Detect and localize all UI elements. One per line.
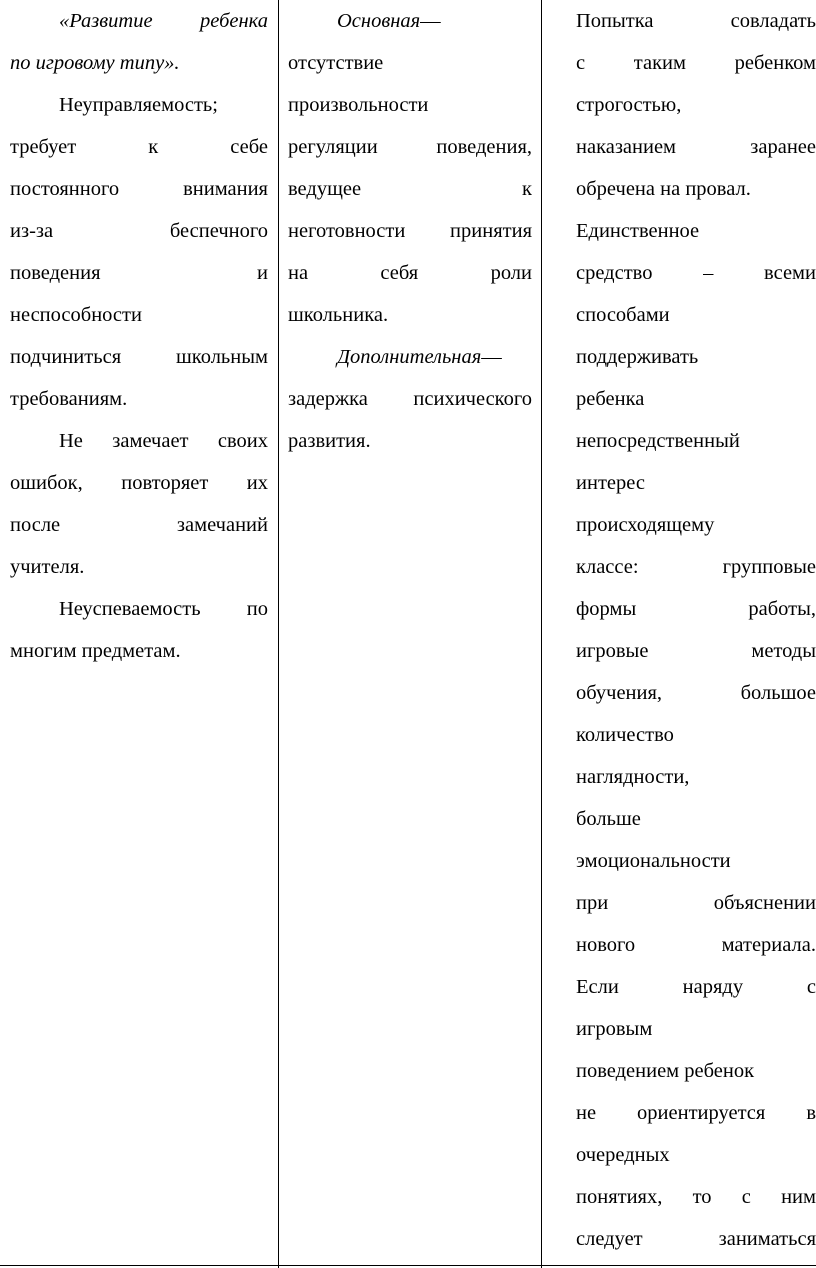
cell-text-line: на себя роли — [288, 262, 532, 284]
cell-text-line: Неуспеваемость по — [59, 598, 268, 620]
cell-text-line: понятиях, то с ним — [576, 1186, 816, 1208]
cell-text-line: отсутствие — [288, 52, 384, 74]
cell-text-line: не ориентируется в — [576, 1102, 816, 1124]
cell-text-line: постоянного внимания — [10, 178, 268, 200]
cell-text-line: Если наряду с — [576, 976, 816, 998]
cell-text-line: поддерживать — [576, 346, 699, 368]
cell-text-line: следует заниматься — [576, 1228, 816, 1250]
cell-text-line: Не замечает своих — [59, 430, 268, 452]
cell-text-line: очередных — [576, 1144, 670, 1166]
cell-text-line: поведением ребенок — [576, 1060, 755, 1082]
cell-text-line: эмоциональности — [576, 850, 731, 872]
cell-text-line: из-за беспечного — [10, 220, 268, 242]
cell-text-line: интерес — [576, 472, 645, 494]
table-cell-causes — [288, 0, 532, 462]
cell-text-line: формы работы, — [576, 598, 816, 620]
cell-text-line: требует к себе — [10, 136, 268, 158]
table-cell-characteristics — [10, 0, 268, 672]
cell-text-line: неготовности принятия — [288, 220, 532, 242]
cell-text-line: задержка психического — [288, 388, 532, 410]
bullet-item-2 — [576, 210, 816, 1260]
cell-text-line: ошибок, повторяет их — [10, 472, 268, 494]
cell-text-line: строгостью, — [576, 94, 682, 116]
cell-text-line: Попытка совладать — [576, 10, 816, 32]
bullet-item-1 — [576, 0, 816, 210]
cell-text-line: классе: групповые — [576, 556, 816, 578]
cell-text-line: учителя. — [10, 556, 85, 578]
cell-text-line: при объяснении — [576, 892, 816, 914]
cell-text-line: после замечаний — [10, 514, 268, 536]
cell-text-line: Неуправляемость; — [59, 94, 218, 116]
cell-text-line: требованиям. — [10, 388, 128, 410]
cell-text-line: по игровому типу». — [10, 52, 180, 74]
cell-text-line: многим предметам. — [10, 640, 181, 662]
table-border-left-col-divider — [278, 0, 279, 1268]
cell-text-line: ребенка — [576, 388, 645, 410]
cell-text-line: наказанием заранее — [576, 136, 816, 158]
cell-text-line: обречена на провал. — [576, 178, 751, 200]
cell-text-line: способами — [576, 304, 670, 326]
table-border-bottom — [0, 1265, 816, 1266]
cell-text-line: наглядности, — [576, 766, 690, 788]
cell-text-line: «Развитие ребенка — [59, 10, 268, 32]
cell-text-line: игровым — [576, 1018, 653, 1040]
cell-text-line: количество — [576, 724, 674, 746]
cell-text-line: игровые методы — [576, 640, 816, 662]
additional-cause-label: Дополнительная — [337, 346, 482, 368]
cell-text-line: развития. — [288, 430, 371, 452]
cell-text-line: школьника. — [288, 304, 389, 326]
cell-text-line: непосредственный — [576, 430, 740, 452]
cell-text-line: нового материала. — [576, 934, 816, 956]
cell-text-line: неспособности — [10, 304, 142, 326]
cell-text-line: больше — [576, 808, 641, 830]
cell-text-line: подчиниться школьным — [10, 346, 268, 368]
cell-text-line: средство – всеми — [576, 262, 816, 284]
cell-text-line: Единственное — [576, 220, 700, 242]
table-border-right-col-divider — [541, 0, 542, 1268]
cell-text-line: с таким ребенком — [576, 52, 816, 74]
primary-cause-label: Основная — [337, 10, 421, 32]
dash: — — [481, 346, 502, 368]
dash: — — [420, 10, 441, 32]
cell-text-line — [288, 336, 532, 378]
cell-text-line: регуляции поведения, — [288, 136, 532, 158]
cell-text-line: поведения и — [10, 262, 268, 284]
table-cell-recommendations — [576, 0, 816, 1260]
cell-text-line: обучения, большое — [576, 682, 816, 704]
cell-text-line — [288, 0, 532, 42]
cell-text-line: ведущее к — [288, 178, 532, 200]
cell-text-line: происходящему — [576, 514, 715, 536]
cell-text-line: произвольности — [288, 94, 429, 116]
